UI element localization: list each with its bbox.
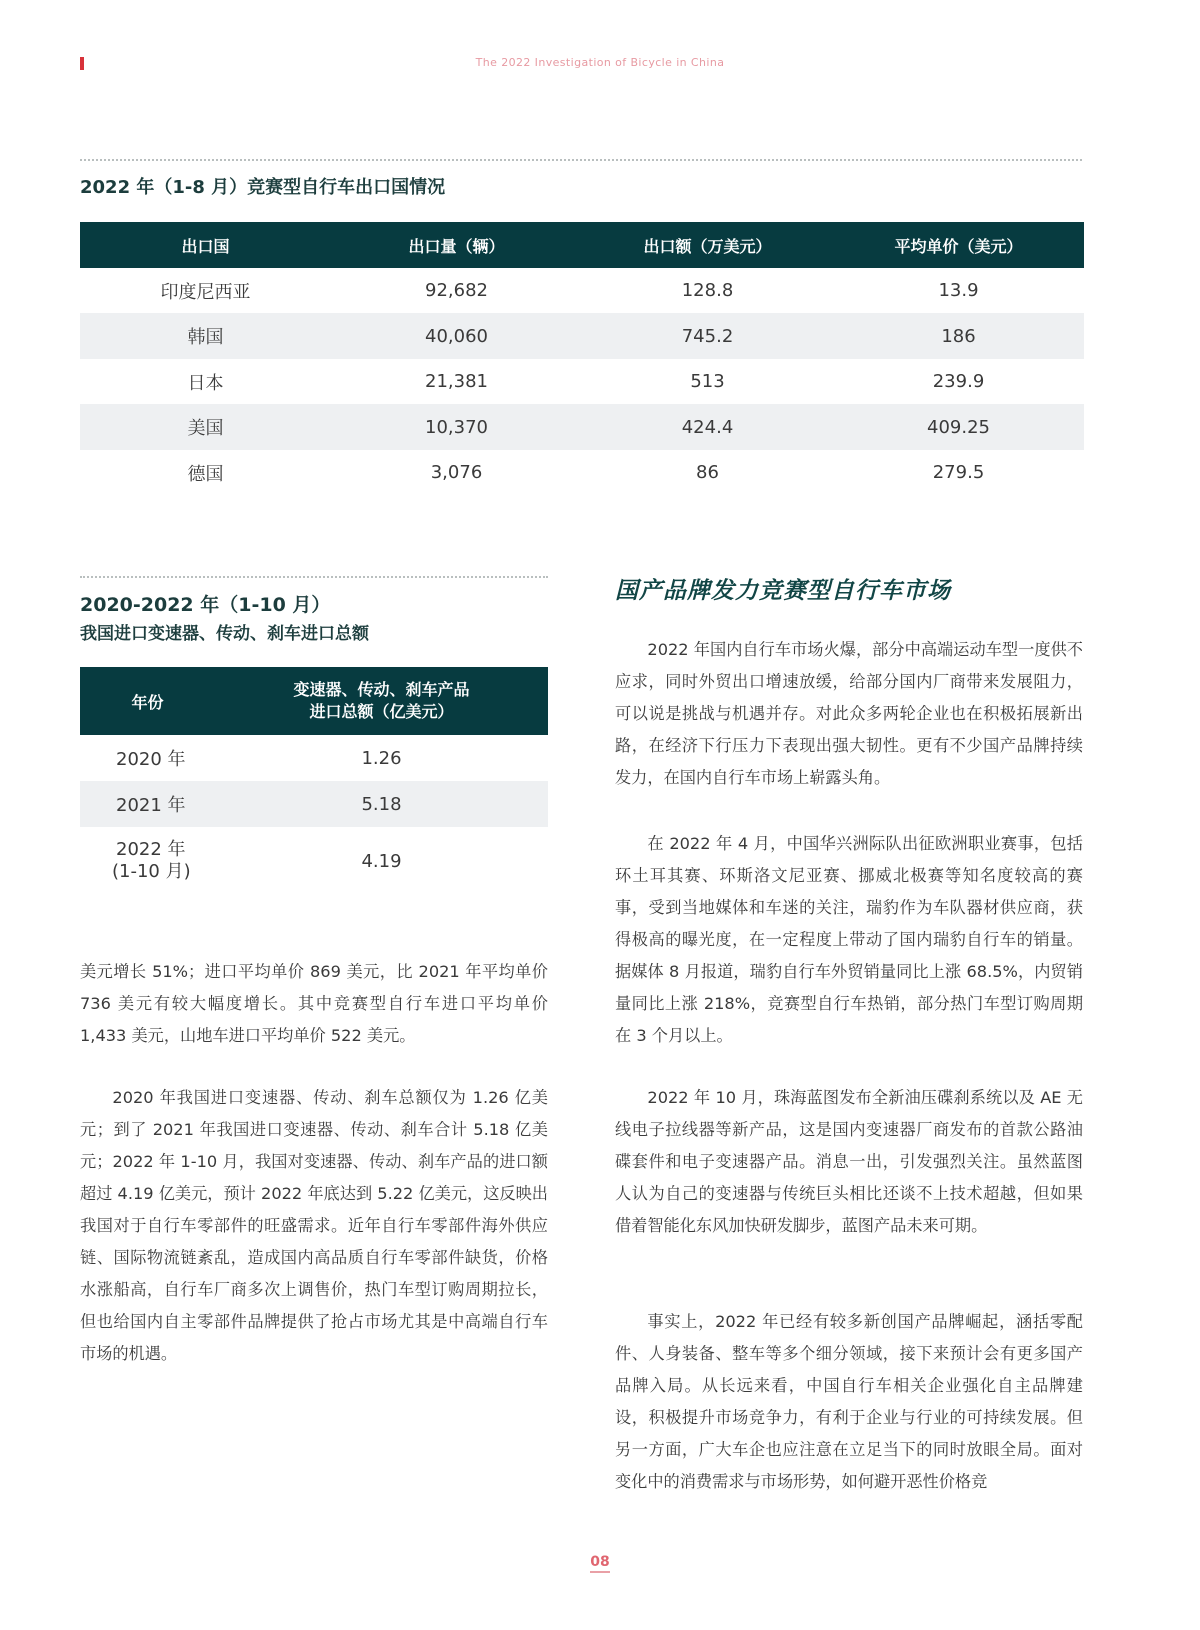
cell-unit-price: 13.9: [938, 280, 979, 301]
page-number-text: 08: [590, 1554, 609, 1573]
cell-import-total: 4.19: [361, 850, 402, 872]
export-table: [80, 222, 1084, 495]
cell-year-line2: (1-10 月): [112, 861, 191, 882]
column-header-line2: 进口总额（亿美元）: [309, 702, 454, 721]
table-row: [80, 404, 1084, 450]
cell-import-total: 1.26: [361, 747, 402, 769]
cell-unit-price: 279.5: [932, 462, 985, 483]
cell-volume: 3,076: [430, 462, 483, 483]
cell-value: 513: [690, 371, 725, 392]
cell-country: 印度尼西亚: [160, 281, 251, 303]
import-table-title-line1: 2020-2022 年（1-10 月）: [80, 594, 331, 616]
column-header-volume: 出口量（辆）: [331, 222, 582, 268]
table-row: [80, 359, 1084, 404]
column-header-year: 年份: [80, 667, 215, 735]
import-table-title-line2: 我国进口变速器、传动、刹车进口总额: [80, 624, 369, 644]
cell-value: 424.4: [582, 404, 833, 450]
section-heading: 国产品牌发力竞赛型自行车市场: [615, 578, 951, 604]
cell-country: 韩国: [80, 313, 331, 359]
cell-value: 86: [696, 462, 719, 483]
body-paragraph: 2020 年我国进口变速器、传动、刹车总额仅为 1.26 亿美元；到了 2021 年我国进口变速器、传动、刹车合计 5.18 亿美元；2022 年 1-10 月，我国对变速器、传动、刹车产品的进口额超过 4.19 亿美元，预计 2022 年底达到 5.22 亿美元，这反映出我国对于自行车零部件的旺盛需求。近年自行车零部件海外供应链、国际物流链紊乱，造成国内高品质自行车零部件缺货，价格水涨船高，自行车厂商多次上调售价，热门车型订购周期拉长，但也给国内自主零部件品牌提供了抢占市场尤其是中高端自行车市场的机遇。: [80, 1088, 548, 1363]
import-table-header-row: [80, 667, 548, 735]
body-paragraph: 美元增长 51%；进口平均单价 869 美元，比 2021 年平均单价 736 美元有较大幅度增长。其中竞赛型自行车进口平均单价 1,433 美元，山地车进口平均单价 522 美元。: [80, 962, 548, 1045]
section-divider: [80, 159, 1082, 161]
cell-unit-price: 409.25: [833, 404, 1084, 450]
cell-year: [80, 827, 215, 895]
table-row: [80, 450, 1084, 495]
cell-country: 德国: [187, 463, 224, 485]
table-row: [80, 313, 1084, 359]
import-table: [80, 667, 548, 895]
cell-year: 2020 年: [116, 749, 186, 770]
column-header-country: 出口国: [80, 222, 331, 268]
cell-volume: 10,370: [331, 404, 582, 450]
column-header-import-total: [215, 667, 548, 735]
table-row: [80, 735, 548, 781]
column-header-value: 出口额（万美元）: [582, 222, 833, 268]
cell-volume: 40,060: [331, 313, 582, 359]
cell-year: 2021 年: [80, 781, 215, 827]
body-paragraph: 在 2022 年 4 月，中国华兴洲际队出征欧洲职业赛事，包括环土耳其赛、环斯洛文尼亚赛、挪威北极赛等知名度较高的赛事，受到当地媒体和车迷的关注，瑞豹作为车队器材供应商，获得极高的曝光度，在一定程度上带动了国内瑞豹自行车的销量。据媒体 8 月报道，瑞豹自行车外贸销量同比上涨 68.5%，内贸销量同比上涨 218%，竞赛型自行车热销，部分热门车型订购周期在 3 个月以上。: [615, 834, 1083, 1045]
cell-country: 日本: [187, 372, 224, 394]
table-row: [80, 268, 1084, 313]
section-divider: [80, 576, 548, 578]
column-header-line1: 变速器、传动、刹车产品: [293, 680, 470, 699]
cell-unit-price: 239.9: [932, 371, 985, 392]
cell-volume: 92,682: [425, 280, 488, 301]
page-number: [0, 1554, 1200, 1570]
body-paragraph: 2022 年 10 月，珠海蓝图发布全新油压碟刹系统以及 AE 无线电子拉线器等新产品，这是国内变速器厂商发布的首款公路油碟套件和电子变速器产品。消息一出，引发强烈关注。虽然蓝图人认为自己的变速器与传统巨头相比还谈不上技术超越，但如果借着智能化东风加快研发脚步，蓝图产品未来可期。: [615, 1088, 1083, 1235]
export-table-title: 2022 年（1-8 月）竞赛型自行车出口国情况: [80, 177, 446, 198]
body-paragraph: 事实上，2022 年已经有较多新创国产品牌崛起，涵括零配件、人身装备、整车等多个细分领域，接下来预计会有更多国产品牌入局。从长远来看，中国自行车相关企业强化自主品牌建设，积极提升市场竞争力，有利于企业与行业的可持续发展。但另一方面，广大车企也应注意在立足当下的同时放眼全局。面对变化中的消费需求与市场形势，如何避开恶性价格竞: [615, 1312, 1083, 1491]
cell-year-line1: 2022 年: [116, 839, 186, 860]
cell-value: 745.2: [582, 313, 833, 359]
body-paragraph: 2022 年国内自行车市场火爆，部分中高端运动车型一度供不应求，同时外贸出口增速放缓，给部分国内厂商带来发展阻力，可以说是挑战与机遇并存。对此众多两轮企业也在积极拓展新出路，在经济下行压力下表现出强大韧性。更有不少国产品牌持续发力，在国内自行车市场上崭露头角。: [615, 640, 1083, 787]
cell-value: 128.8: [681, 280, 734, 301]
column-header-unit-price: 平均单价（美元）: [833, 222, 1084, 268]
cell-unit-price: 186: [833, 313, 1084, 359]
cell-import-total: 5.18: [215, 781, 548, 827]
cell-country: 美国: [80, 404, 331, 450]
table-row: [80, 827, 548, 895]
table-row: [80, 781, 548, 827]
cell-volume: 21,381: [425, 371, 488, 392]
running-title: The 2022 Investigation of Bicycle in China: [475, 56, 725, 69]
export-table-header-row: [80, 222, 1084, 268]
